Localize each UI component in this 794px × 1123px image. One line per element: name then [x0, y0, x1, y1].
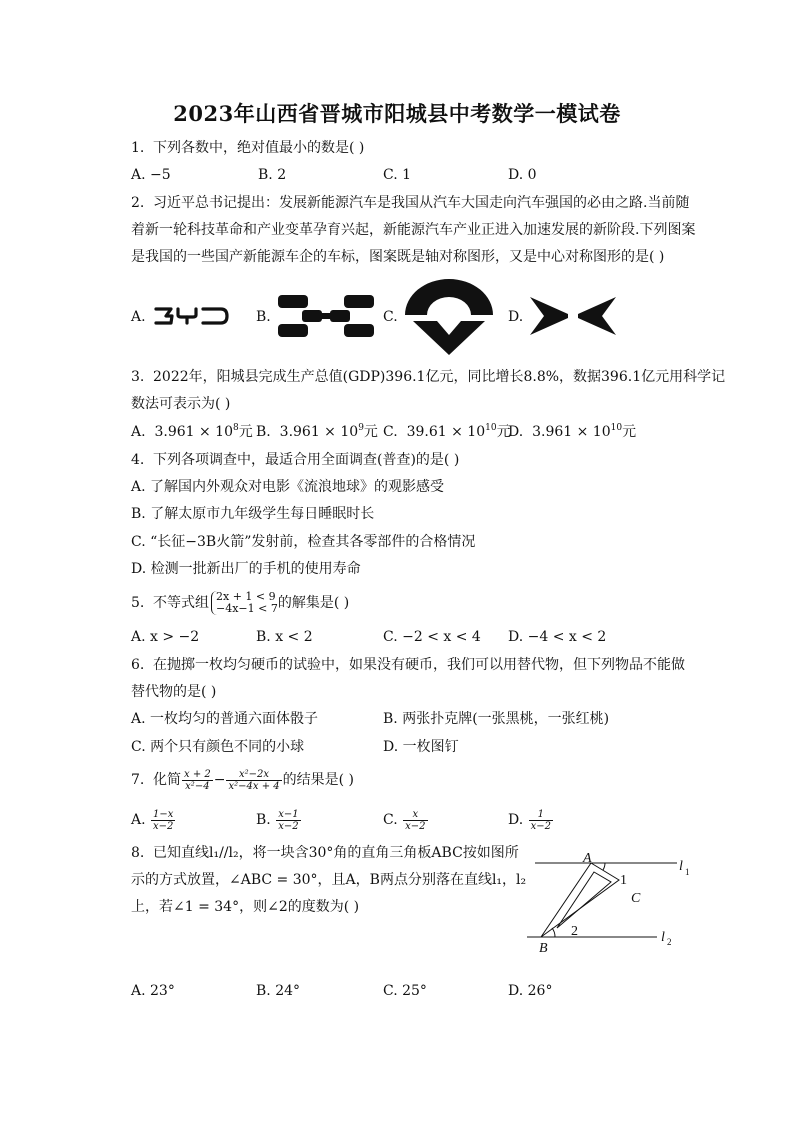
question-stem: 下列各项调查中，最适合用全面调查(普查)的是( ) [153, 452, 460, 468]
option-b: B. x < 2 [256, 629, 313, 645]
label-a: A [583, 851, 592, 866]
label-c: C [631, 891, 641, 906]
option-c: C. $\frac{x}{x-2}$ [383, 808, 426, 832]
option-a: A. x > −2 [131, 629, 200, 645]
question-1 [131, 139, 364, 157]
option-b: B. $\frac{x-1}{x-2}$ [256, 808, 299, 832]
option-b: B. $3.961 \times 10^9$元 [256, 423, 378, 440]
label-angle-2: 2 [571, 924, 578, 939]
question-stem-line: 在抛掷一枚均匀硬币的试验中，如果没有硬币，我们可以用替代物，但下列物品不能做 [153, 657, 685, 673]
question-number: 2. [131, 195, 145, 211]
fraction: $\frac{\text{x²−2x}}{\text{x²−4x + 4}}$ [228, 768, 280, 792]
triangle-outer [541, 863, 619, 937]
question-number: 1. [131, 140, 145, 156]
option-c: C. 25° [383, 983, 427, 999]
option-d: D. −4 < x < 2 [508, 629, 607, 645]
question-number: 5. [131, 595, 145, 611]
option-a: A. $3.961 \times 10^8$元 [131, 423, 253, 440]
question-2 [131, 194, 689, 212]
option-c: C. $39.61 \times 10^{10}$元 [383, 423, 511, 440]
question-4 [131, 451, 459, 469]
option-d: D. $\frac{1}{x-2}$ [508, 808, 552, 832]
option-c: C. 两个只有颜色不同的小球 [131, 739, 305, 755]
nio-logo-icon [403, 277, 495, 355]
label-l2-sub: 2 [667, 937, 672, 947]
label-l1-sub: 1 [685, 867, 690, 877]
option-b: B. 2 [258, 167, 287, 183]
question-7: 7. 化简 $\frac{x + 2}{\text{x²−4}}$ − $\frac{\text{x²−2x}}{\text{x²−4x + 4}}$ 的结果是( ) [131, 766, 354, 794]
question-stem: 下列各数中，绝对值最小的数是( ) [153, 140, 365, 156]
page-title: 2023年山西省晋城市阳城县中考数学一模试卷 [173, 101, 621, 126]
byd-logo-icon [153, 305, 231, 327]
label-b: B [539, 941, 548, 956]
question-number: 6. [131, 657, 145, 673]
question-3 [131, 368, 725, 386]
option-c: C. “长征−3B火箭”发射前，检查其各零部件的合格情况 [131, 534, 476, 550]
option-d: D. 检测一批新出厂的手机的使用寿命 [131, 561, 361, 577]
option-d-letter: D. [508, 309, 524, 325]
option-a: A. −5 [131, 167, 171, 183]
question-stem-line: 数法可表示为( ) [131, 396, 231, 412]
option-c: C. 1 [383, 167, 412, 183]
question-6 [131, 656, 685, 674]
option-b: B. 两张扑克牌(一张黑桃，一张红桃) [383, 711, 610, 727]
label-l1: l [679, 859, 683, 874]
option-a: A. 了解国内外观众对电影《流浪地球》的观影感受 [131, 479, 445, 495]
label-angle-1: 1 [620, 873, 627, 888]
option-d: D. 26° [508, 983, 553, 999]
option-b: B. 24° [256, 983, 301, 999]
option-a-letter: A. [131, 309, 146, 325]
angle-1-arc [603, 863, 605, 870]
question-stem-line: 已知直线l₁//l₂，将一块含30°角的直角三角板ABC按如图所 [153, 845, 519, 861]
question-8 [131, 844, 519, 862]
fraction: $\frac{x + 2}{\text{x²−4}}$ [184, 768, 211, 792]
question-number: 4. [131, 452, 145, 468]
label-l2: l [661, 930, 665, 945]
option-a: A. 一枚均匀的普通六面体骰子 [131, 711, 319, 727]
question-number: 3. [131, 369, 145, 385]
triangle-figure [527, 848, 697, 956]
question-stem-line: 上，若∠1 = 34°，则∠2的度数为( ) [131, 899, 360, 915]
hiphi-logo-icon [278, 295, 374, 337]
option-c-letter: C. [383, 309, 398, 325]
question-stem-line: 2022年，阳城县完成生产总值(GDP)396.1亿元，同比增长8.8%，数据396.1亿元用科学记 [153, 369, 726, 385]
question-stem-line: 替代物的是( ) [131, 684, 217, 700]
option-d: D. $3.961 \times 10^{10}$元 [508, 423, 637, 440]
option-d: D. 0 [508, 167, 537, 183]
option-b: B. 了解太原市九年级学生每日睡眠时长 [131, 506, 375, 522]
question-number: 8. [131, 845, 145, 861]
question-stem-line: 习近平总书记提出：发展新能源汽车是我国从汽车大国走向汽车强国的必由之路.当前随 [153, 195, 690, 211]
question-stem-line: 示的方式放置，∠ABC = 30°，且A，B两点分别落在直线l₁，l₂ [131, 872, 527, 888]
angle-2-arc [552, 928, 555, 937]
xpeng-logo-icon [530, 297, 616, 335]
option-a: A. 23° [131, 983, 175, 999]
question-stem-line: 着新一轮科技革命和产业变革孕育兴起，新能源汽车产业正进入加速发展的新阶段.下列图案 [131, 222, 696, 238]
question-5: 5. 不等式组 2x + 1 < 9 −4x−1 < 7 的解集是( ) [131, 590, 350, 615]
option-a: A. $\frac{1-x}{x-2}$ [131, 808, 174, 832]
question-number: 7. [131, 772, 145, 788]
option-b-letter: B. [256, 309, 271, 325]
option-c: C. −2 < x < 4 [383, 629, 481, 645]
inequality-system: 2x + 1 < 9 −4x−1 < 7 [211, 591, 278, 615]
option-d: D. 一枚图钉 [383, 739, 459, 755]
question-stem-line: 是我国的一些国产新能源车企的车标，图案既是轴对称图形，又是中心对称图形的是( ) [131, 249, 665, 265]
